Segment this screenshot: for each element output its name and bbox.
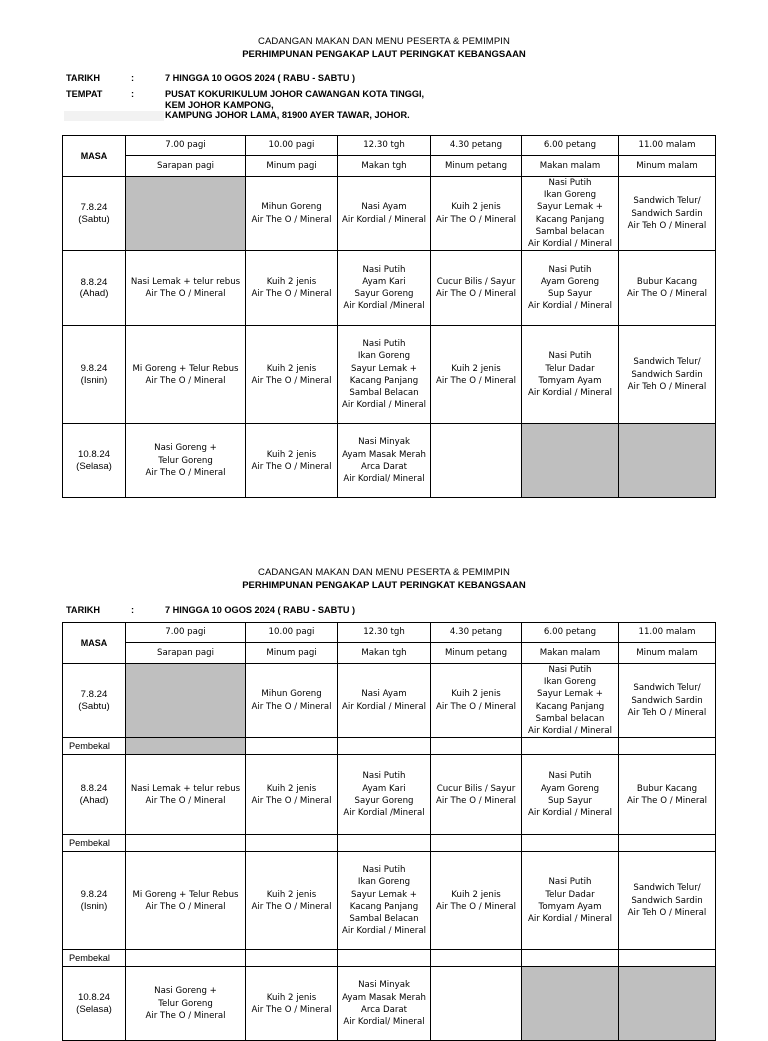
menu-item: Sandwich Sardin [631,208,703,219]
weekday-text: (Selasa) [76,1003,112,1015]
date-text: 9.8.24 [80,889,108,901]
pembekal-cell [126,738,246,755]
menu-item: Air The O / Mineral [251,701,332,712]
menu-cell [619,251,716,326]
menu-item: Air The O / Mineral [145,289,226,300]
meal-header: Makan tgh [338,156,431,177]
day-row [63,424,716,498]
menu-item: Air Kordial / Mineral [342,400,426,411]
menu-item: Nasi Putih [548,877,592,888]
menu-item: Sandwich Sardin [631,695,703,706]
menu-cell [126,177,246,251]
menu-item: Air The O / Mineral [435,795,517,806]
menu-item: Kuih 2 jenis [451,889,501,900]
menu-item: Air Kordial /Mineral [343,301,425,312]
menu-item: Air The O / Mineral [145,901,226,912]
menu-item: Kacang Panjang [535,214,605,225]
menu-item: Air The O / Mineral [435,289,517,300]
menu-cell [431,424,522,498]
menu-item: Air Kordial / Mineral [342,701,426,712]
menu-item: Air The O / Mineral [145,795,226,806]
menu-item: Air The O / Mineral [435,375,517,386]
menu-item: Ayam Masak Merah [342,992,426,1003]
menu-item: Air The O / Mineral [435,701,517,712]
pembekal-cell [522,835,619,852]
time-header: 10.00 pagi [246,136,338,156]
menu-item: Air The O / Mineral [145,375,226,386]
time-header: 7.00 pagi [126,136,246,156]
day-label [63,664,126,738]
menu-item: Kuih 2 jenis [266,277,317,288]
day-row [63,177,716,251]
weekday-text: (Ahad) [79,288,109,300]
pembekal-cell [338,950,431,967]
menu-item: Arca Darat [361,461,407,472]
menu-item: Kacang Panjang [349,375,419,386]
pembekal-label: Pembekal [63,738,126,755]
pembekal-row [63,835,716,852]
pembekal-cell [522,950,619,967]
menu-item: Kuih 2 jenis [451,202,501,213]
pembekal-cell [619,950,716,967]
meal-header: Minum pagi [246,643,338,664]
pembekal-label: Pembekal [63,950,126,967]
menu-item: Tomyam Ayam [538,901,602,912]
menu-item: Sambal Belacan [349,913,419,924]
menu-cell [246,177,338,251]
date-text: 8.8.24 [80,276,108,288]
menu-cell [246,424,338,498]
day-row [63,755,716,835]
menu-cell [522,177,619,251]
meal-header: Sarapan pagi [126,156,246,177]
menu-item: Air Teh O / Mineral [627,220,707,231]
menu-item: Nasi Ayam [361,202,407,213]
pembekal-row [63,738,716,755]
menu-item: Kuih 2 jenis [266,449,317,460]
menu-item: Air Kordial / Mineral [528,239,612,250]
meal-header: Makan tgh [338,643,431,664]
day-row [63,326,716,424]
menu-item: Kacang Panjang [535,701,605,712]
menu-item: Air Teh O / Mineral [627,707,707,718]
menu-item: Air The O / Mineral [251,1004,332,1015]
menu-item: Nasi Lemak + telur rebus [130,277,241,288]
menu-item: Ikan Goreng [543,190,597,201]
menu-item: Ayam Goreng [540,277,600,288]
date-text: 7.8.24 [80,202,108,214]
menu-cell [431,177,522,251]
menu-item: Air The O / Mineral [251,375,332,386]
menu-cell [522,251,619,326]
meal-header: Minum petang [431,643,522,664]
pembekal-cell [522,738,619,755]
menu-cell [522,852,619,950]
menu-item: Air The O / Mineral [251,289,332,300]
meal-header: Minum petang [431,156,522,177]
time-header: 12.30 tgh [338,136,431,156]
time-header: 6.00 petang [522,623,619,643]
pembekal-cell [338,738,431,755]
weekday-text: (Sabtu) [78,700,110,712]
doc1-tempat-line: KEM JOHOR KAMPONG, [165,99,274,110]
pembekal-cell [126,950,246,967]
menu-item: Nasi Goreng + [154,443,217,454]
menu-item: Nasi Putih [362,771,406,782]
menu-item: Air Kordial /Mineral [343,807,425,818]
menu-item: Air The O / Mineral [626,795,708,806]
doc2-times-row [63,623,716,643]
menu-item: Air The O / Mineral [435,214,517,225]
doc2-title: CADANGAN MAKAN DAN MENU PESERTA & PEMIMPIN [258,567,510,578]
day-row [63,664,716,738]
menu-cell [246,852,338,950]
weekday-text: (Selasa) [76,460,112,472]
doc2-tarikh-label: TARIKH [66,605,101,615]
menu-item: Sandwich Sardin [631,895,703,906]
menu-item: Sandwich Telur/ [633,357,701,368]
menu-cell [126,326,246,424]
meal-header: Makan malam [522,643,619,664]
weekday-text: (Ahad) [79,794,109,806]
menu-item: Ikan Goreng [357,351,411,362]
doc1-times-row [63,136,716,156]
menu-item: Air The O / Mineral [251,795,332,806]
menu-item: Bubur Kacang [636,277,698,288]
menu-cell [522,755,619,835]
doc1-menu-table [62,135,716,498]
meal-header: Minum malam [619,643,716,664]
menu-item: Sayur Goreng [354,795,414,806]
menu-item: Nasi Putih [548,771,592,782]
day-row [63,251,716,326]
menu-item: Air The O / Mineral [251,461,332,472]
menu-item: Sambal belacan [535,226,605,237]
menu-item: Sayur Lemak + [351,889,417,900]
meal-header: Minum malam [619,156,716,177]
meal-header: Makan malam [522,156,619,177]
pembekal-cell [619,835,716,852]
menu-cell [431,755,522,835]
menu-item: Ayam Kari [362,783,406,794]
menu-cell [431,967,522,1041]
menu-item: Kuih 2 jenis [266,992,317,1003]
menu-item: Nasi Minyak [358,980,410,991]
pembekal-cell [431,950,522,967]
pembekal-cell [246,835,338,852]
menu-cell [522,967,619,1041]
menu-item: Nasi Minyak [358,437,410,448]
time-header: 12.30 tgh [338,623,431,643]
menu-item: Sambal Belacan [349,387,419,398]
menu-item: Kuih 2 jenis [451,689,501,700]
menu-cell [619,424,716,498]
weekday-text: (Isnin) [80,374,108,386]
day-label [63,326,126,424]
time-header: 11.00 malam [619,623,716,643]
menu-item: Mihun Goreng [261,689,322,700]
doc1-masa-header: MASA [63,136,126,177]
menu-cell [619,755,716,835]
menu-item: Sayur Lemak + [537,689,603,700]
menu-item: Sayur Lemak + [537,202,603,213]
menu-item: Air Kordial / Mineral [528,387,612,398]
menu-item: Nasi Lemak + telur rebus [130,783,241,794]
menu-cell [126,251,246,326]
day-row [63,852,716,950]
menu-item: Nasi Putih [548,665,592,675]
menu-item: Nasi Putih [362,264,406,275]
doc2-tarikh-colon: : [131,605,135,615]
menu-item: Air The O / Mineral [626,289,708,300]
menu-cell [522,326,619,424]
day-label [63,967,126,1041]
menu-item: Air Kordial / Mineral [528,726,612,737]
menu-cell [338,664,431,738]
menu-item: Air The O / Mineral [435,901,517,912]
doc2-menu-table [62,622,716,1041]
menu-cell [619,664,716,738]
menu-item: Tomyam Ayam [538,375,602,386]
date-text: 7.8.24 [80,689,108,701]
menu-item: Ayam Masak Merah [342,449,426,460]
time-header: 4.30 petang [431,136,522,156]
menu-cell [431,326,522,424]
date-text: 10.8.24 [77,992,110,1004]
time-header: 4.30 petang [431,623,522,643]
menu-cell [246,664,338,738]
menu-item: Air The O / Mineral [145,467,226,478]
menu-item: Telur Dadar [545,363,595,374]
menu-item: Kuih 2 jenis [266,783,317,794]
weekday-text: (Sabtu) [78,213,110,225]
doc1-tempat-value [165,89,495,121]
menu-item: Ikan Goreng [543,677,597,688]
menu-item: Air Kordial / Mineral [528,301,612,312]
pembekal-cell [126,835,246,852]
day-label [63,251,126,326]
menu-item: Nasi Putih [362,339,406,350]
menu-cell [338,326,431,424]
menu-item: Air Kordial / Mineral [528,807,612,818]
time-header: 11.00 malam [619,136,716,156]
doc2-subtitle: PERHIMPUNAN PENGAKAP LAUT PERINGKAT KEBANGSAAN [242,580,526,591]
pembekal-cell [619,738,716,755]
menu-item: Nasi Putih [548,264,592,275]
doc2-masa-header: MASA [63,623,126,664]
doc1-tarikh-colon: : [131,73,135,83]
menu-item: Kuih 2 jenis [266,363,317,374]
menu-cell [619,852,716,950]
menu-item: Nasi Putih [548,178,592,188]
doc1-tempat-line: PUSAT KOKURIKULUM JOHOR CAWANGAN KOTA TINGGI, [165,89,425,99]
date-text: 8.8.24 [80,783,108,795]
menu-item: Air Teh O / Mineral [627,381,707,392]
menu-item: Nasi Goreng + [154,986,217,997]
pembekal-label: Pembekal [63,835,126,852]
time-header: 7.00 pagi [126,623,246,643]
menu-item: Cucur Bilis / Sayur [436,277,516,288]
menu-cell [246,755,338,835]
menu-cell [126,967,246,1041]
menu-item: Air The O / Mineral [251,214,332,225]
menu-item: Sandwich Telur/ [633,683,701,694]
pembekal-cell [431,835,522,852]
menu-item: Cucur Bilis / Sayur [436,783,516,794]
menu-item: Kuih 2 jenis [451,363,501,374]
menu-item: Kuih 2 jenis [266,889,317,900]
menu-cell [126,664,246,738]
menu-cell [126,755,246,835]
day-label [63,852,126,950]
menu-cell [522,424,619,498]
menu-item: Air The O / Mineral [145,1010,226,1021]
menu-cell [338,251,431,326]
date-text: 9.8.24 [80,363,108,375]
menu-item: Ayam Kari [362,277,406,288]
menu-item: Ayam Goreng [540,783,600,794]
menu-item: Air Kordial/ Mineral [343,473,425,484]
menu-cell [246,326,338,424]
menu-item: Ikan Goreng [357,877,411,888]
doc2-meals-row [63,643,716,664]
menu-cell [126,424,246,498]
menu-item: Sayur Lemak + [351,363,417,374]
menu-cell [619,326,716,424]
menu-cell [338,852,431,950]
weekday-text: (Isnin) [80,900,108,912]
day-label [63,755,126,835]
doc1-tempat-line: KAMPUNG JOHOR LAMA, 81900 AYER TAWAR, JOHOR. [165,110,410,120]
menu-item: Kacang Panjang [349,901,419,912]
doc1-title: CADANGAN MAKAN DAN MENU PESERTA & PEMIMPIN [258,36,510,47]
pembekal-cell [338,835,431,852]
menu-cell [338,967,431,1041]
menu-item: Nasi Putih [548,351,592,362]
menu-item: Air Kordial / Mineral [342,926,426,937]
menu-cell [338,177,431,251]
time-header: 6.00 petang [522,136,619,156]
menu-cell [338,424,431,498]
redacted-area [64,111,164,121]
pembekal-cell [431,738,522,755]
menu-item: Sandwich Telur/ [633,196,701,207]
menu-item: Telur Goreng [158,455,213,466]
menu-item: Sandwich Sardin [631,369,703,380]
doc2-tarikh-value: 7 HINGGA 10 OGOS 2024 ( RABU - SABTU ) [165,605,356,615]
menu-item: Mi Goreng + Telur Rebus [132,889,239,900]
menu-cell [126,852,246,950]
menu-item: Air Teh O / Mineral [627,907,707,918]
doc1-tempat-label: TEMPAT [66,89,103,99]
menu-cell [522,664,619,738]
menu-item: Sambal belacan [535,713,605,724]
day-label [63,424,126,498]
menu-cell [431,251,522,326]
menu-item: Sup Sayur [548,289,592,300]
time-header: 10.00 pagi [246,623,338,643]
menu-item: Telur Dadar [545,889,595,900]
menu-cell [619,177,716,251]
day-label [63,177,126,251]
doc1-subtitle: PERHIMPUNAN PENGAKAP LAUT PERINGKAT KEBANGSAAN [242,49,526,60]
doc1-tarikh-label: TARIKH [66,73,101,83]
menu-item: Air The O / Mineral [251,901,332,912]
doc1-tarikh-value: 7 HINGGA 10 OGOS 2024 ( RABU - SABTU ) [165,73,356,83]
menu-item: Air Kordial / Mineral [342,214,426,225]
meal-header: Sarapan pagi [126,643,246,664]
menu-item: Sayur Goreng [354,289,414,300]
menu-item: Mi Goreng + Telur Rebus [132,363,239,374]
menu-cell [431,852,522,950]
menu-item: Bubur Kacang [636,783,698,794]
menu-item: Sup Sayur [548,795,592,806]
pembekal-cell [246,738,338,755]
meal-header: Minum pagi [246,156,338,177]
day-row [63,967,716,1041]
pembekal-row [63,950,716,967]
menu-item: Nasi Putih [362,865,406,876]
menu-cell [246,967,338,1041]
pembekal-cell [246,950,338,967]
menu-item: Arca Darat [361,1004,407,1015]
menu-cell [246,251,338,326]
menu-cell [431,664,522,738]
doc1-meals-row [63,156,716,177]
menu-item: Air Kordial/ Mineral [343,1016,425,1027]
menu-item: Nasi Ayam [361,689,407,700]
doc1-tempat-colon: : [131,89,135,99]
menu-item: Air Kordial / Mineral [528,913,612,924]
menu-item: Sandwich Telur/ [633,883,701,894]
menu-cell [338,755,431,835]
menu-item: Telur Goreng [158,998,213,1009]
menu-item: Mihun Goreng [261,202,322,213]
menu-cell [619,967,716,1041]
date-text: 10.8.24 [77,449,110,461]
